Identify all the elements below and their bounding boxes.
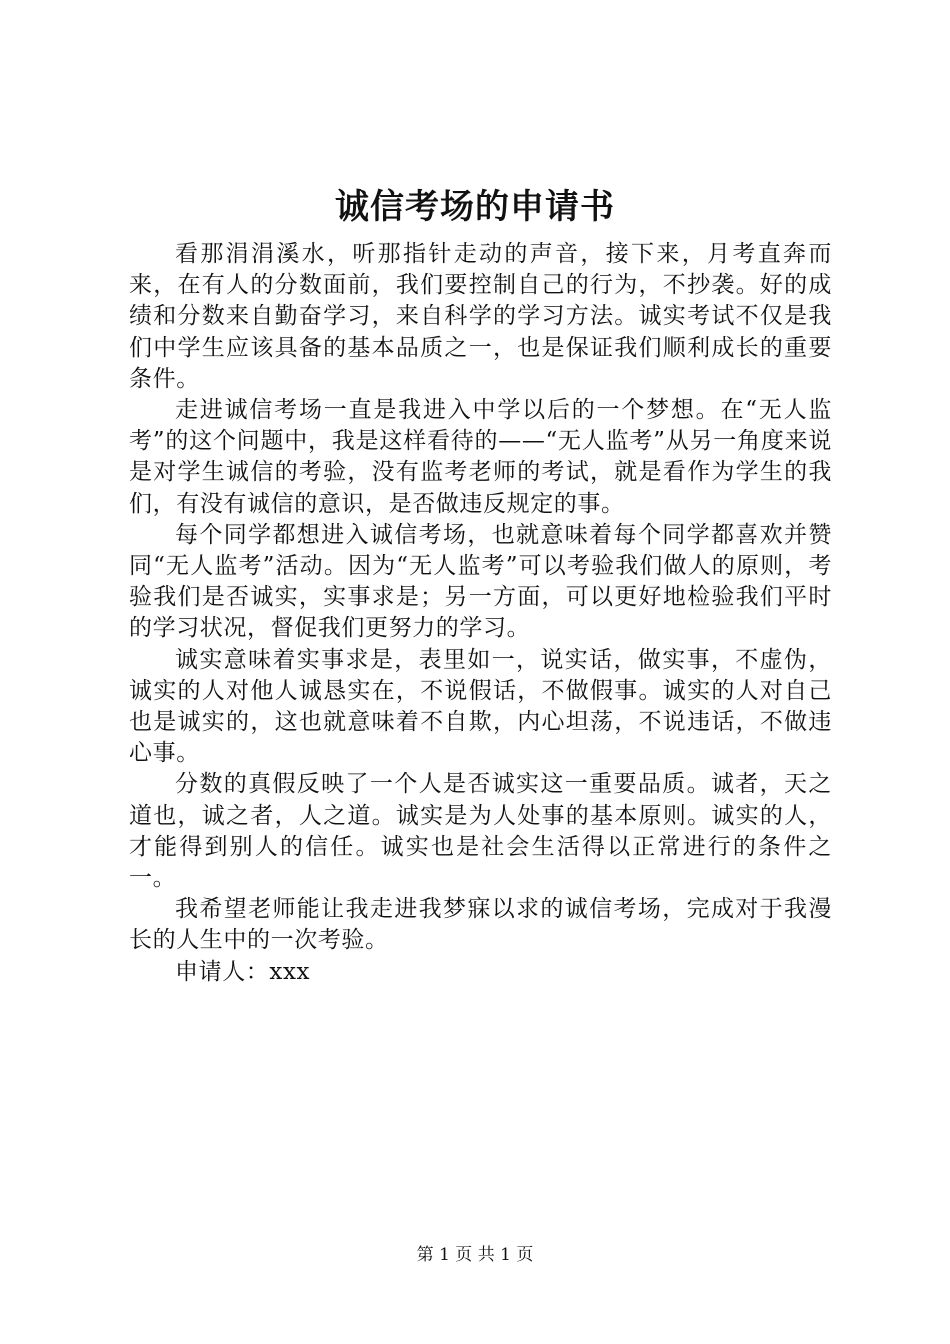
paragraph: 走进诚信考场一直是我进入中学以后的一个梦想。在“无人监考”的这个问题中，我是这样看待的——“无人监考”从另一角度来说是对学生诚信的考验，没有监考老师的考试，就是看作为学生的我们，有没有诚信的意识，是否做违反规定的事。 (129, 397, 832, 517)
paragraph: 我希望老师能让我走进我梦寐以求的诚信考场，完成对于我漫长的人生中的一次考验。 (129, 896, 832, 954)
paragraph: 看那涓涓溪水，听那指针走动的声音，接下来，月考直奔而来，在有人的分数面前，我们要控制自己的行为，不抄袭。好的成绩和分数来自勤奋学习，来自科学的学习方法。诚实考试不仅是我们中学生应该具备的基本品质之一，也是保证我们顺利成长的重要条件。 (129, 241, 832, 392)
document-title: 诚信考场的申请书 (335, 187, 615, 227)
paragraph: 诚实意味着实事求是，表里如一，说实话，做实事，不虚伪，诚实的人对他人诚恳实在，不说假话，不做假事。诚实的人对自己也是诚实的，这也就意味着不自欺，内心坦荡，不说违话，不做违心事。 (129, 646, 832, 767)
signature-line: 申请人：xxx (175, 958, 311, 985)
paragraph: 每个同学都想进入诚信考场，也就意味着每个同学都喜欢并赞同“无人监考”活动。因为“无人监考”可以考验我们做人的原则，考验我们是否诚实，实事求是；另一方面，可以更好地检验我们平时的学习状况，督促我们更努力的学习。 (129, 521, 832, 642)
document-body (129, 239, 832, 988)
paragraph: 分数的真假反映了一个人是否诚实这一重要品质。诚者，天之道也，诚之者，人之道。诚实是为人处事的基本原则。诚实的人，才能得到别人的信任。诚实也是社会生活得以正常进行的条件之一。 (129, 771, 832, 892)
page-number-footer: 第 1 页 共 1 页 (416, 1245, 534, 1265)
